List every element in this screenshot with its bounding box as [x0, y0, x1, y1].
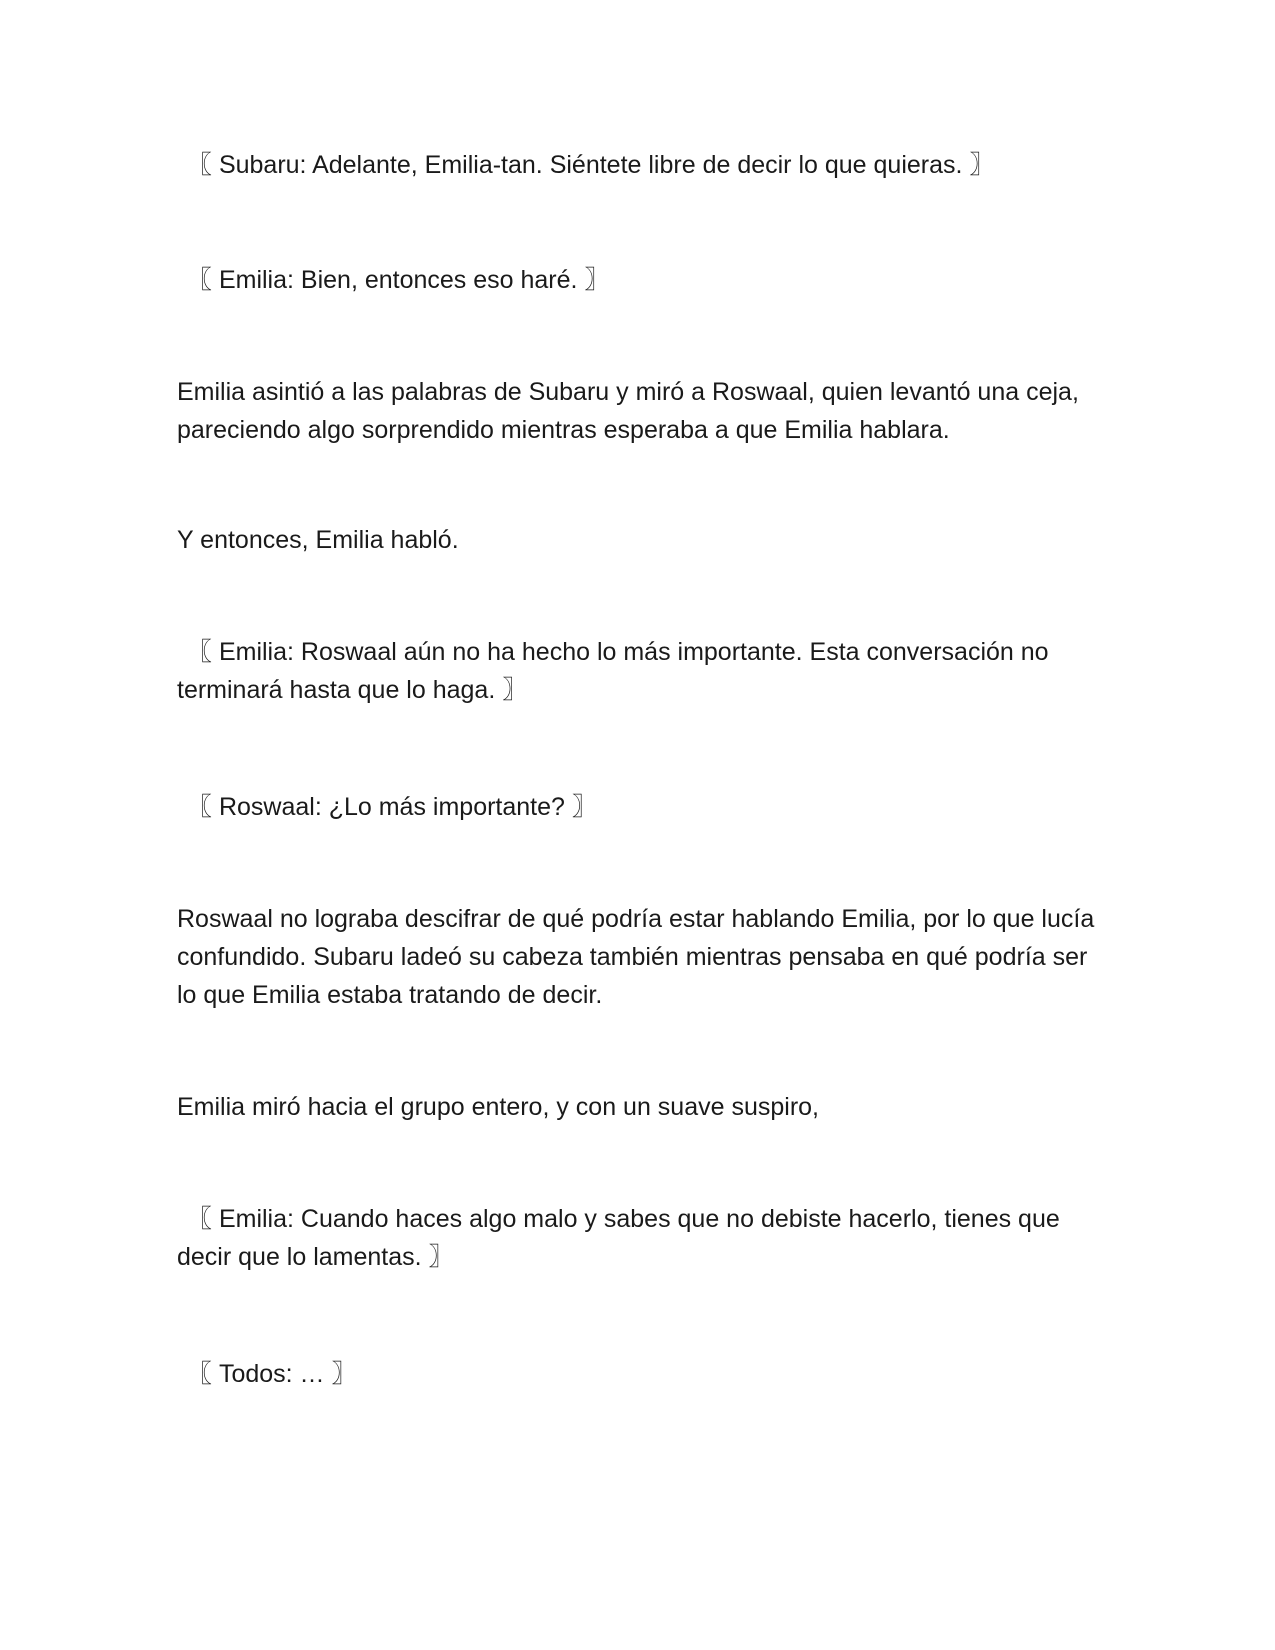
dialogue-emilia-1: 〖 Emilia: Bien, entonces eso haré. 〗 — [187, 266, 610, 294]
narration-paragraph-1: Emilia asintió a las palabras de Subaru y miró a Roswaal, quien levantó una ceja, pareciendo algo sorprendido mientras esperaba a que Emilia hablara. — [177, 378, 1079, 444]
narration-paragraph-4: Emilia miró hacia el grupo entero, y con un suave suspiro, — [177, 1093, 819, 1121]
dialogue-subaru-1: 〖 Subaru: Adelante, Emilia-tan. Siéntete libre de decir lo que quieras. 〗 — [187, 151, 995, 179]
dialogue-emilia-2: 〖 Emilia: Roswaal aún no ha hecho lo más importante. Esta conversación no terminará hasta que lo haga. 〗 — [177, 638, 1049, 704]
dialogue-roswaal-1: 〖 Roswaal: ¿Lo más importante? 〗 — [187, 793, 597, 821]
narration-paragraph-3: Roswaal no lograba descifrar de qué podría estar hablando Emilia, por lo que lucía confundido. Subaru ladeó su cabeza también mientras pensaba en qué podría ser lo que Emilia estaba tratando de decir. — [177, 905, 1095, 1009]
dialogue-emilia-3: 〖 Emilia: Cuando haces algo malo y sabes que no debiste hacerlo, tienes que decir que lo lamentas. 〗 — [177, 1205, 1060, 1271]
dialogue-todos: 〖 Todos: … 〗 — [187, 1360, 357, 1388]
narration-paragraph-2: Y entonces, Emilia habló. — [177, 526, 459, 554]
